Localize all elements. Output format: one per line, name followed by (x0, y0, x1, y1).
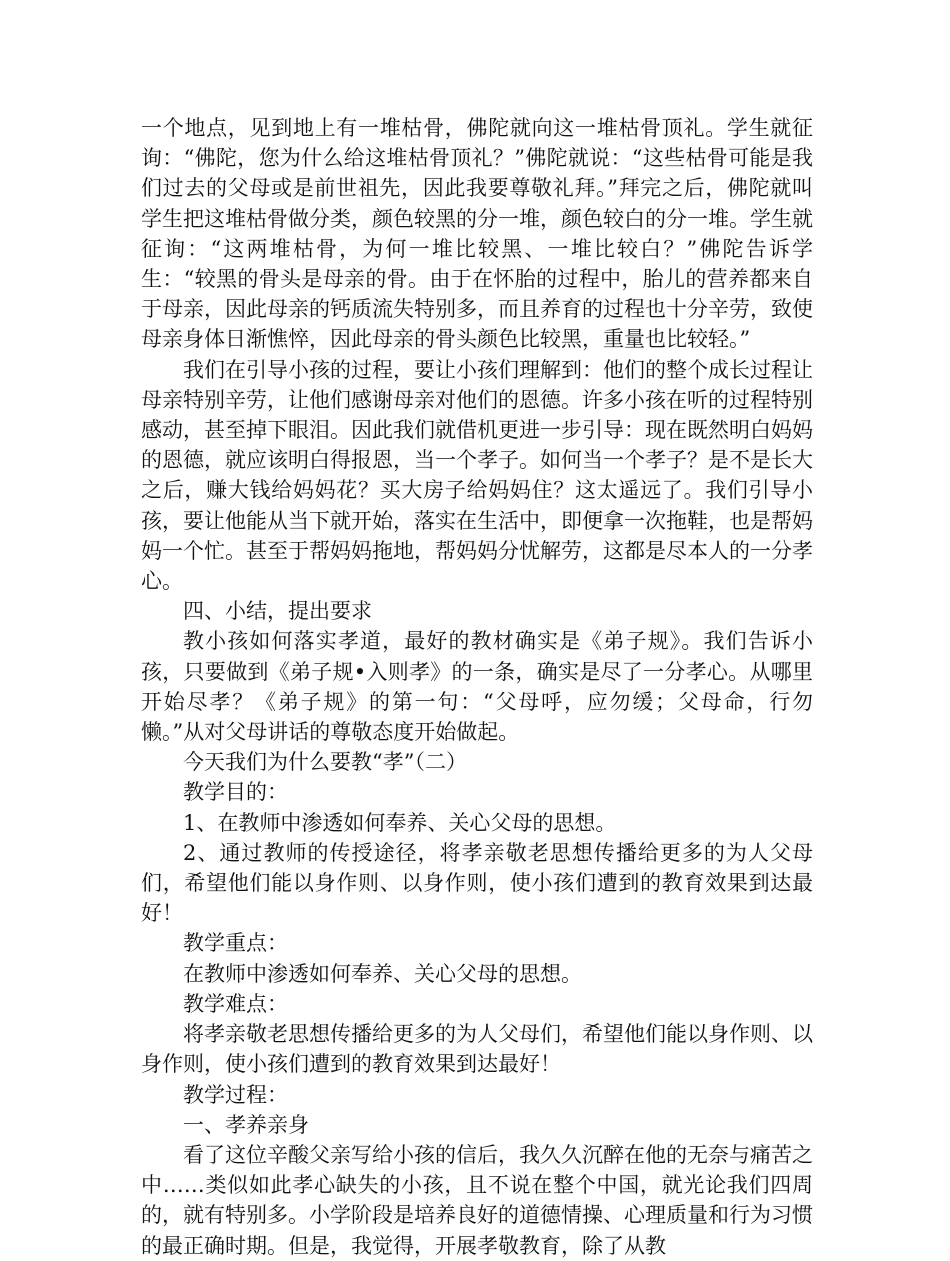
difficult-points-text: 将孝亲敬老思想传播给更多的为人父母们，希望他们能以身作则、以身作则，使小孩们遭到的教育效果到达最好！ (141, 1022, 813, 1077)
paragraph-1: 一个地点，见到地上有一堆枯骨，佛陀就向这一堆枯骨顶礼。学生就征询：“佛陀，您为什么给这堆枯骨顶礼？”佛陀就说：“这些枯骨可能是我们过去的父母或是前世祖先，因此我要尊敬礼拜。”拜完之后，佛陀就叫学生把这堆枯骨做分类，颜色较黑的分一堆，颜色较白的分一堆。学生就征询：“这两堆枯骨，为何一堆比较黑、一堆比较白？”佛陀告诉学生：“较黑的骨头是母亲的骨。由于在怀胎的过程中，胎儿的营养都来自于母亲，因此母亲的钙质流失特别多，而且养育的过程也十分辛劳，致使母亲身体日渐憔悴，因此母亲的骨头颜色比较黑，重量也比较轻。” (141, 116, 813, 352)
lesson-title: 今天我们为什么要教“孝”（二） (183, 750, 467, 775)
key-points-heading: 教学重点： (183, 931, 288, 956)
process-step-1-heading: 一、孝养亲身 (183, 1112, 309, 1137)
document-body (141, 113, 813, 1261)
key-points-text: 在教师中渗透如何奉养、关心父母的思想。 (183, 961, 582, 986)
teaching-goal-1: 1、在教师中渗透如何奉养、关心父母的思想。 (183, 810, 617, 835)
paragraph-3: 教小孩如何落实孝道，最好的教材确实是《弟子规》。我们告诉小孩，只要做到《弟子规•入则孝》的一条，确实是尽了一分孝心。从哪里开始尽孝？《弟子规》的第一句：“父母呼，应勿缓；父母命，行勿懒。”从对父母讲话的尊敬态度开始做起。 (141, 629, 813, 745)
difficult-points-heading: 教学难点： (183, 991, 288, 1016)
paragraph-4: 看了这位辛酸父亲写给小孩的信后，我久久沉醉在他的无奈与痛苦之中……类似如此孝心缺失的小孩，且不说在整个中国，就光论我们四周的，就有特别多。小学阶段是培养良好的道德情操、心理质量和行为习惯的最正确时期。但是，我觉得，开展孝敬教育，除了从教 (141, 1142, 813, 1258)
teaching-goal-2: 2、通过教师的传授途径，将孝亲敬老思想传播给更多的为人父母们，希望他们能以身作则、以身作则，使小孩们遭到的教育效果到达最好！ (141, 840, 813, 926)
section-heading-summary: 四、小结，提出要求 (183, 599, 372, 624)
teaching-process-heading: 教学过程： (183, 1082, 288, 1107)
paragraph-2: 我们在引导小孩的过程，要让小孩们理解到：他们的整个成长过程让母亲特别辛劳，让他们感谢母亲对他们的恩德。许多小孩在听的过程特别感动，甚至掉下眼泪。因此我们就借机更进一步引导：现在既然明白妈妈的恩德，就应该明白得报恩，当一个孝子。如何当一个孝子？是不是长大之后，赚大钱给妈妈花？买大房子给妈妈住？这太遥远了。我们引导小孩，要让他能从当下就开始，落实在生活中，即便拿一次拖鞋，也是帮妈妈一个忙。甚至于帮妈妈拖地，帮妈妈分忧解劳，这都是尽本人的一分孝心。 (141, 357, 813, 594)
teaching-goals-heading: 教学目的： (183, 780, 288, 805)
